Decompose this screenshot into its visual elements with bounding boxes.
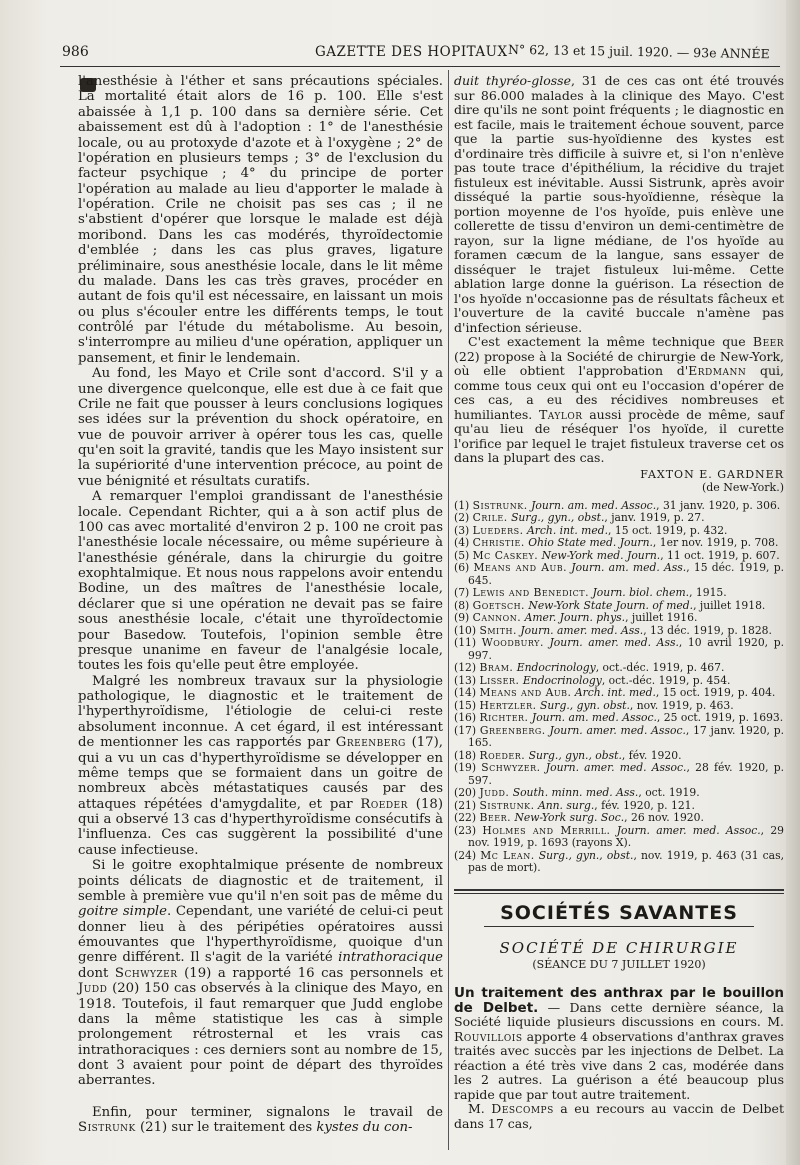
- reference-author: Lewis and Benedict.: [472, 586, 590, 599]
- page-edge: [786, 0, 800, 1165]
- reference-item: [454, 725, 784, 750]
- reference-number: (2): [454, 511, 470, 524]
- column-divider: [448, 70, 449, 1150]
- reference-journal: Journ. biol. chem.: [592, 586, 690, 599]
- reference-author: Schwyzer.: [481, 761, 541, 774]
- reference-number: (17): [454, 723, 477, 737]
- reference-details: , janv. 1919, p. 27.: [604, 511, 705, 524]
- reference-journal: Endocrinology: [516, 661, 596, 674]
- reference-number: (18): [454, 748, 477, 762]
- author-name: Greenberg: [335, 735, 406, 751]
- reference-number: (16): [454, 711, 477, 724]
- paragraph: Enfin, pour terminer, signalons le travail de Sistrunk (21) sur le traitement des kystes du con-: [78, 1104, 443, 1136]
- section-title: SOCIÉTÉS SAVANTES: [500, 901, 738, 924]
- reference-author: Sistrunk.: [479, 798, 535, 812]
- section-rule: [454, 893, 784, 894]
- section-rule: [454, 889, 784, 891]
- reference-author: Means and Aub.: [479, 686, 572, 699]
- reference-item: [454, 850, 784, 875]
- author-name: Erdmann: [688, 363, 747, 378]
- paragraph: Si le goitre exophtalmique présente de nombreux points délicats de diagnostic et de traitement, il semble à première vue qu'il n'en soit pas de même du goitre simple. Cependant, une variété de celui-ci peut donner lieu à des péripéties opératoires aussi émouvantes que l'hyperthyroïdisme, quoique d'un genre différent. Il s'agit de la variété intrathoracique dont Schwyzer (19) a rapporté 16 cas personnels et Judd (20) 150 cas observés à la clinique des Mayo, en 1918. Toutefois, il faut remarquer que Judd englobe dans la même statistique les cas à simple prolongement rétrosternal et les vrais cas intrathoraciques : ces derniers sont au nombre de 15, dont 3 avaient pour point de départ des thyroïdes aberrantes.: [78, 858, 444, 1089]
- reference-author: Goetsch.: [472, 598, 525, 612]
- reference-author: Cannon.: [472, 611, 522, 624]
- author-name: Judd: [78, 981, 108, 997]
- reference-details: , 29 nov. 1919, p. 1693 (rayons X).: [468, 823, 785, 849]
- author-name: Descomps: [491, 1101, 554, 1116]
- reference-details: , nov. 1919, p. 463 (31 cas, pas de mort).: [468, 848, 785, 874]
- issue-info: N° 62, 13 et 15 juil. 1920. — 93e ANNÉE: [508, 41, 771, 62]
- reference-number: (11): [454, 636, 477, 649]
- reference-item: [454, 825, 784, 850]
- reference-item: [454, 562, 784, 587]
- page-header: [60, 40, 778, 64]
- paragraph: duit thyréo-glosse, 31 de ces cas ont été trouvés sur 86.000 malades à la clinique des Mayo. C'est dire qu'ils ne sont point fréquents ; le diagnostic en est facile, mais le traitement échoue souvent, parce que la partie sus-hyoïdienne des kystes est d'ordinaire très difficile à suivre et, si l'on n'enlève pas toute trace d'épithélium, la récidive du trajet fistuleux est inévitable. Aussi Sistrunk, après avoir disséqué la partie sous-hyoïdienne, résèque la portion moyenne de l'os hyoïde, puis enlève une collerette de tissu d'environ un demi-centimètre de rayon, sur la ligne médiane, de l'os hyoïde au foramen cæcum de la langue, sans essayer de disséquer le trajet fistuleux lui-même. Cette ablation large donne la guérison. La résection de l'os hyoïde n'occasionne pas de résultats fâcheux et l'ouverture de la cavité buccale n'amène pas d'infection sérieuse.: [454, 73, 784, 335]
- reference-author: Woodbury.: [481, 636, 544, 649]
- author-name: Roeder: [360, 796, 408, 812]
- reference-author: Crile.: [472, 511, 508, 524]
- reference-journal: Journ. amer. med. Assoc.: [549, 723, 686, 737]
- reference-number: (5): [454, 548, 470, 562]
- society-heading: SOCIÉTÉ DE CHIRURGIE: [499, 939, 739, 957]
- section-title-underline: [484, 926, 754, 927]
- reference-number: (15): [454, 698, 477, 712]
- reference-journal: Ohio State med. Journ.: [528, 536, 653, 549]
- author-name: Taylor: [538, 406, 583, 422]
- reference-journal: South. minn. med. Ass.: [512, 786, 639, 799]
- paragraph: Un traitement des anthrax par le bouillon de Delbet. — Dans cette dernière séance, la Société liquide plusieurs discussions en cours. M. Rouvillois apporte 4 observations d'anthrax graves traités avec succès par les injections de Delbet. La réaction a été très vive dans 2 cas, modérée dans les 2 autres. La guérison a été beaucoup plus rapide que par tout autre traitement.: [454, 985, 784, 1102]
- reference-author: Roeder.: [479, 748, 526, 762]
- author-name: Schwyzer: [114, 965, 178, 981]
- reference-number: (3): [454, 523, 470, 537]
- signature: FAXTON E. GARDNER (de New-York.): [640, 467, 784, 494]
- reference-journal: Arch. int. med.: [526, 523, 609, 537]
- reference-author: Judd.: [479, 786, 510, 799]
- reference-number: (1): [454, 498, 470, 512]
- reference-number: (7): [454, 586, 470, 599]
- reference-list: [454, 500, 784, 875]
- reference-details: , 1915.: [689, 586, 727, 599]
- reference-journal: Arch. int. med.: [574, 686, 656, 699]
- paragraph: A remarquer l'emploi grandissant de l'anesthésie locale. Cependant Richter, qui a à son actif plus de 100 cas avec mortalité d'environ 2 p. 100 ne croit pas l'anesthésie locale nécessaire, ou même supérieure à l'anesthésie générale, dans la chirurgie du goitre exophtalmique. Et nous nous rappelons avoir entendu Bodine, un des maîtres de l'anesthésie locale, déclarer que si une opération ne devait pas se faire sous anesthésie locale, c'était une thyroïdectomie pour Basedow. Toutefois, l'opinion semble être presque unanime en faveur de l'analgésie locale, toutes les fois qu'elle peut être employée.: [78, 489, 443, 674]
- reference-author: Smith.: [479, 623, 517, 637]
- reference-number: (13): [454, 673, 477, 687]
- reference-number: (21): [454, 798, 477, 812]
- reference-details: , 26 nov. 1920.: [624, 811, 704, 824]
- author-name: Rouvillois: [454, 1028, 523, 1044]
- reference-details: , 15 oct. 1919, p. 432.: [608, 523, 728, 537]
- reference-number: (24): [454, 848, 477, 862]
- reference-journal: Journ. amer. med. Assoc.: [616, 823, 761, 837]
- reference-number: (19): [454, 761, 477, 774]
- left-column: [78, 74, 443, 1136]
- reference-number: (8): [454, 598, 470, 612]
- reference-author: Christie.: [472, 536, 525, 549]
- reference-details: , 31 janv. 1920, p. 306.: [656, 498, 781, 512]
- header-rule: [60, 66, 780, 67]
- reference-details: , juillet 1916.: [625, 611, 698, 624]
- author-name: Beer: [752, 334, 784, 349]
- reference-journal: Endocrinology: [522, 673, 602, 687]
- reference-details: , oct. 1919.: [638, 786, 700, 799]
- reference-author: Lisser.: [479, 673, 520, 687]
- reference-author: Greenberg.: [479, 723, 546, 737]
- reference-details: , fév. 1920, p. 121.: [594, 798, 695, 812]
- reference-journal: Journ. am. med. Assoc.: [531, 711, 657, 724]
- reference-details: , oct.-déc. 1919, p. 467.: [595, 661, 725, 674]
- paragraph: l'anesthésie à l'éther et sans précautions spéciales. La mortalité était alors de 16 p. 100. Elle s'est abaissée à 1,1 p. 100 dans sa dernière série. Cet abaissement est dû à l'adoption : 1° de l'anesthésie locale, ou au protoxyde d'azote et à l'oxygène ; 2° de l'opération en plusieurs temps ; 3° de l'exclusion du facteur psychique ; 4° du principe de porter l'opération au malade au lieu d'apporter le malade à l'opération. Crile ne choisit pas ses cas ; il ne s'abstient d'opérer que lorsque le malade est déjà moribond. Dans les cas modérés, thyroïdectomie d'emblée ; dans les cas plus graves, ligature préliminaire, sous anesthésie locale, dans le lit même du malade. Dans les cas très graves, procéder en autant de fois qu'il est nécessaire, en laissant un mois ou plus s'écouler entre les différents temps, le tout contrôlé par l'étude du métabolisme. Au besoin, s'interrompre au milieu d'une opération, appliquer un pansement, et finir le lendemain.: [78, 74, 443, 366]
- reference-journal: Journ. amer. med. Ass.: [520, 623, 644, 637]
- reference-details: , 25 oct. 1919, p. 1693.: [656, 711, 784, 724]
- reference-details: , 13 déc. 1919, p. 1828.: [643, 623, 772, 637]
- reference-journal: Journ. amer. med. Assoc.: [545, 761, 687, 774]
- reference-author: Beer.: [479, 811, 512, 824]
- reference-journal: Ann. surg.: [537, 798, 595, 812]
- reference-number: (4): [454, 536, 470, 549]
- reference-journal: New-York med. Journ.: [541, 548, 661, 562]
- reference-number: (23): [454, 823, 477, 837]
- reference-details: , fév. 1920.: [621, 748, 682, 762]
- reference-number: (10): [454, 623, 477, 637]
- reference-journal: Journ. am. med. Ass.: [571, 561, 687, 574]
- reference-author: Holmes and Merrill.: [482, 823, 611, 837]
- page-number: 986: [62, 44, 89, 60]
- paragraph: C'est exactement la même technique que Beer (22) propose à la Société de chirurgie de New-York, où elle obtient l'approbation d'Erdmann qui, comme tous ceux qui ont eu l'occasion d'opérer de ces cas, a eu des récidives nombreuses et humiliantes. Taylor aussi procède de même, sauf qu'au lieu de réséquer l'os hyoïde, il curette l'orifice par lequel le trajet fistuleux traverse cet os dans la plupart des cas.: [454, 334, 784, 465]
- reference-details: , 15 oct. 1919, p. 404.: [655, 686, 776, 699]
- reference-journal: Amer. Journ. phys.: [524, 611, 626, 624]
- reference-details: , 1er nov. 1919, p. 708.: [652, 536, 779, 549]
- reference-author: Sistrunk.: [472, 498, 528, 512]
- reference-journal: New-York surg. Soc.: [514, 811, 625, 824]
- reference-journal: New-York State Journ. of med.: [528, 598, 694, 612]
- reference-journal: Surg., gyn. obst.: [540, 698, 630, 712]
- reference-author: Bram.: [479, 661, 514, 674]
- reference-details: , 15 déc. 1919, p. 645.: [468, 561, 784, 587]
- reference-item: [454, 762, 784, 787]
- paragraph: M. Descomps a eu recours au vaccin de Delbet dans 17 cas,: [454, 1101, 784, 1131]
- journal-title: GAZETTE DES HOPITAUX: [315, 44, 508, 60]
- reference-number: (6): [454, 561, 470, 574]
- reference-details: , nov. 1919, p. 463.: [629, 698, 734, 712]
- reference-number: (9): [454, 611, 470, 624]
- reference-author: Richter.: [479, 711, 529, 724]
- reference-author: Means and Aub.: [473, 561, 568, 574]
- reference-number: (14): [454, 686, 477, 699]
- right-column: [454, 74, 784, 1131]
- reference-number: (12): [454, 661, 477, 674]
- reference-journal: Journ. amer. med. Ass.: [549, 636, 679, 649]
- paragraph: Malgré les nombreux travaux sur la physiologie pathologique, le diagnostic et le traitement de l'hyperthyroïdisme, l'étiologie de celui-ci reste absolument inconnue. A cet égard, il est intéressant de mentionner les cas rapportés par Greenberg (17), qui a vu un cas d'hyperthyroïdisme se développer en même temps que se formaient dans un goitre de nombreux abcès métastatiques causés par des attaques répétées d'amygdalite, et par Roeder (18) qui a observé 13 cas d'hyperthyroïdisme consécutifs à l'influenza. Ces cas suggèrent la possibilité d'une cause infectieuse.: [78, 673, 443, 858]
- item-title: Un traitement des anthrax par le bouillon de Delbet.: [454, 985, 784, 1016]
- reference-author: Lueders.: [472, 523, 524, 537]
- reference-details: , 17 janv. 1920, p. 165.: [468, 723, 785, 749]
- reference-author: Mc Lean.: [480, 848, 535, 862]
- reference-journal: Surg., gyn., obst.: [528, 748, 622, 762]
- reference-details: , 10 avril 1920, p. 997.: [468, 636, 784, 662]
- reference-details: , oct.-déc. 1919, p. 454.: [601, 673, 731, 687]
- reference-author: Mc Caskey.: [472, 548, 539, 562]
- reference-details: , juillet 1918.: [693, 598, 766, 612]
- author-name: Sistrunk: [78, 1120, 136, 1136]
- reference-item: [454, 637, 784, 662]
- reference-journal: Surg., gyn., obst.: [538, 848, 634, 862]
- reference-journal: Surg., gyn., obst.: [511, 511, 605, 524]
- reference-journal: Journ. am. med. Assoc.: [531, 498, 657, 512]
- reference-details: , 11 oct. 1919, p. 607.: [660, 548, 780, 562]
- reference-author: Hertzler.: [479, 698, 537, 712]
- paragraph: Au fond, les Mayo et Crile sont d'accord. S'il y a une divergence quelconque, elle est due à ce fait que Crile ne fait que pousser à leurs conclusions logiques ses idées sur la prévention du shock opératoire, en vue de pouvoir arriver à opérer tous les cas, quelle qu'en soit la gravité, tandis que les Mayo insistent sur la supériorité d'une intervention précoce, au point de vue bénignité et résultats curatifs.: [78, 366, 443, 489]
- seance-date: (SÉANCE DU 7 JUILLET 1920): [532, 957, 706, 971]
- reference-details: , 28 fév. 1920, p. 597.: [468, 761, 784, 787]
- reference-number: (22): [454, 811, 477, 824]
- reference-number: (20): [454, 786, 477, 799]
